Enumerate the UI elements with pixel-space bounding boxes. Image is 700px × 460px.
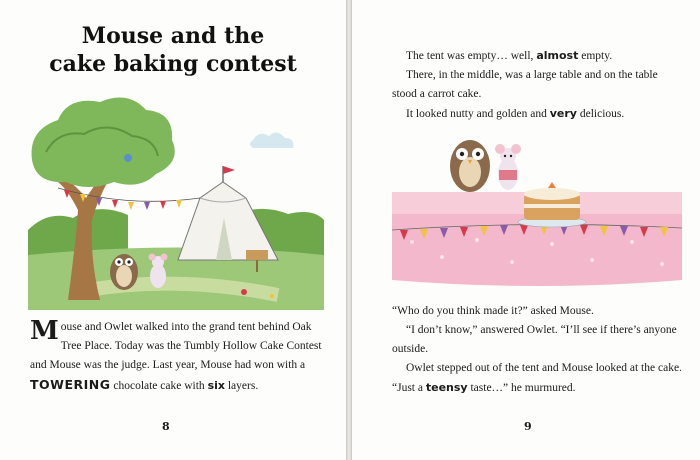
text-delicious: delicious. bbox=[576, 108, 625, 120]
page-number-right: 9 bbox=[524, 420, 532, 433]
paragraph-table: There, in the middle, was a large table and on the table stood a carrot cake. bbox=[392, 69, 658, 100]
garden-tent-illustration bbox=[28, 90, 324, 310]
right-bottom-text bbox=[392, 302, 682, 398]
emphasis-teensy: teensy bbox=[425, 381, 468, 394]
paragraph-part-3: layers. bbox=[224, 380, 259, 392]
drop-cap: M bbox=[30, 316, 59, 346]
text-murmured: taste…” he murmured. bbox=[467, 382, 576, 394]
left-page bbox=[0, 0, 346, 460]
emphasis-six: six bbox=[207, 379, 225, 392]
emphasis-almost: almost bbox=[536, 49, 579, 62]
text-tent-empty: The tent was empty… well, bbox=[406, 50, 537, 62]
paragraph-part-2: chocolate cake with bbox=[110, 380, 208, 392]
right-page bbox=[352, 0, 700, 460]
paragraph-part-1: ouse and Owlet walked into the grand tent behind Oak Tree Place. Today was the Tumbly Hollow Cake Contest and Mouse was the judge. Last year, Mouse had won with a bbox=[30, 321, 322, 371]
emphasis-very: very bbox=[549, 107, 577, 120]
paragraph-who-made-it: “Who do you think made it?” asked Mouse. bbox=[392, 305, 594, 317]
paragraph-dont-know: “I don’t know,” answered Owlet. “I’ll see if there’s anyone outside. bbox=[392, 324, 677, 355]
paragraph-tent-empty bbox=[392, 46, 682, 66]
paragraph-teensy-taste bbox=[392, 359, 682, 398]
cake-table-illustration bbox=[392, 122, 682, 292]
paragraph-delicious bbox=[392, 104, 682, 124]
text-nutty: It looked nutty and golden and bbox=[406, 108, 550, 120]
right-top-text bbox=[392, 46, 682, 124]
opening-paragraph bbox=[30, 318, 330, 396]
emphasis-towering: TOWERING bbox=[30, 377, 111, 392]
page-number-left: 8 bbox=[162, 420, 170, 433]
title-line-1: Mouse and the bbox=[81, 23, 265, 49]
text-owlet-stepped-out: Owlet stepped out of the tent and Mouse looked at the cake. “Just a bbox=[392, 362, 682, 394]
title-line-2: cake baking contest bbox=[49, 51, 297, 77]
left-body-text bbox=[30, 318, 330, 396]
story-title bbox=[0, 22, 346, 78]
text-empty-end: empty. bbox=[578, 50, 613, 62]
